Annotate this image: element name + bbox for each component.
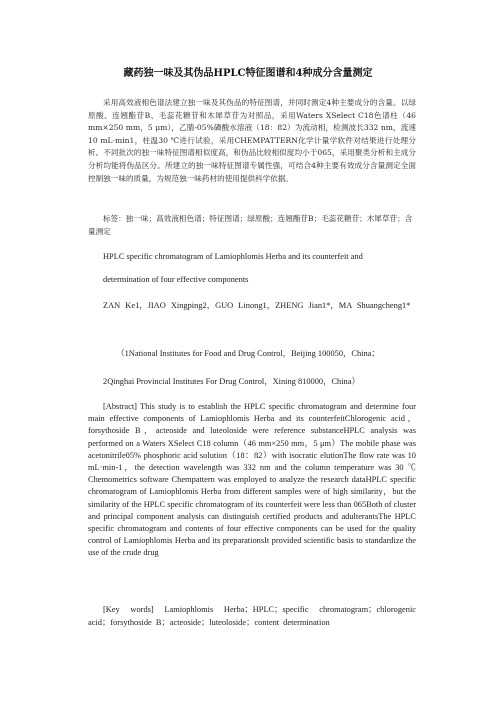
abstract-cn: 采用高效液相色谱法建立独一味及其伪品的特征图谱，并同时测定4种主要成分的含量。以绿原酸、连翘酯苷B、毛蕊花糖苷和木犀草苷为对照品，采用Waters XSelect C18色谱柱（46 mm×250 mm，5 μm），乙腈-05%磷酸水溶液（18：82）为流动相，检测波长332 nm，流速10 mL·min1，柱温30 ℃进行试验，采用CHEMPATTERN化学计量学软件对结果进行处理分析。不同批次的独一味特征图谱相似度高，和伪品比较相似度均小于065，采用聚类分析和主成分分析均能将伪品区分。所建立的独一味特征图谱专属性强，可结合4种主要有效成分含量测定全面控制独一味的质量，为规范独一味药材的使用提供科学依据。 — [88, 98, 416, 183]
paper-title-cn: 藏药独一味及其伪品HPLC特征图谱和4种成分含量测定 — [123, 68, 373, 79]
affiliation-2: 2Qinghai Provincial Institutes For Drug Control，Xining 810000，China） — [103, 377, 360, 386]
paper-title-en-line2: determination of four effective components — [103, 275, 249, 284]
paper-title-en-line1: HPLC specific chromatogram of Lamiophlomis Herba and its counterfeit and — [103, 252, 363, 261]
abstract-en: [Abstract] This study is to establish the HPLC specific chromatogram and determine four main effective components of Lamiophlomis Herba and its counterfeitChlorogenic acid，forsythoside B，acteoside and luteoloside were reference substanceHPLC analysis was performed on a Waters XSelect C18 column（46 mm×250 mm，5 μm）The mobile phase was acetonitrile05% phosphoric acid solution（18：82）with isocratic elutionThe flow rate was 10 mL·min-1，the detection wavelength was 332 nm and the column temperature was 30 ℃ Chemometrics software Chempattern was employed to analyze the research dataHPLC specific chromatogram of Lamiophlomis Herba from different samples were of high similarity，but the similarity of the HPLC specific chromatogram of its counterfeit were less than 065Both of cluster and principal component analysis can distinguish certified products and adulterantsThe HPLC specific chromatogram and contents of four effective components can be used for the quality control of Lamiophlomis Herba and its preparationsIt provided scientific basis to standardize the use of the crude drug — [88, 402, 416, 558]
keywords-cn: 标签：独一味；高效液相色谱；特征图谱；绿原酸；连翘酯苷B；毛蕊花糖苷；木犀草苷；含量测定 — [88, 214, 413, 236]
keywords-en: [Key words] Lamiophlomis Herba；HPLC；specific chromatogram；chlorogenic acid；forsythoside B；acteoside；luteoloside；content determination — [88, 605, 416, 627]
author-list: ZAN Ke1，JIAO Xingping2，GUO Linong1，ZHENG Jian1*，MA Shuangcheng1* — [103, 301, 411, 310]
affiliation-1: （1National Institutes for Food and Drug Control，Beijing 100050，China； — [116, 349, 380, 358]
